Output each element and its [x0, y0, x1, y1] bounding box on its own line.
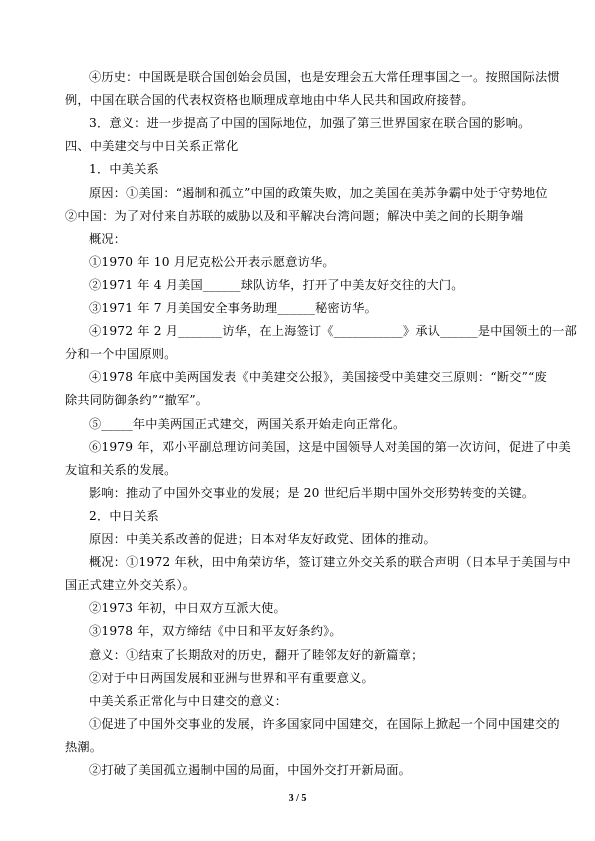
text-line: 分和一个中国原则。 — [65, 347, 177, 362]
page-number: 3 / 5 — [288, 793, 307, 805]
text-line: ②打破了美国孤立遏制中国的局面，中国外交打开新局面。 — [89, 763, 412, 777]
text-line: 3．意义：进一步提高了中国的国际地位，加强了第三世界国家在联合国的影响。 — [89, 116, 531, 131]
section-heading: 四、中美建交与中日关系正常化 — [65, 139, 239, 154]
text-line: 影响：推动了中国外交事业的发展；是 20 世纪后半期中国外交形势转变的关键。 — [89, 485, 535, 500]
text-line: 例，中国在联合国的代表权资格也顺理成章地由中华人民共和国政府接替。 — [65, 93, 474, 108]
text-line: 中美关系正常化与中日建交的意义： — [89, 693, 288, 708]
text-line: ④历史：中国既是联合国创始会员国，也是安理会五大常任理事国之一。按照国际法惯 — [89, 70, 560, 84]
text-line: 除共同防御条约”“撤军”。 — [65, 393, 209, 408]
text-line: ③1971 年 7 月美国安全事务助理______秘密访华。 — [89, 301, 377, 315]
text-line: 原因：中美关系改善的促进；日本对华友好政党、团体的推动。 — [89, 532, 436, 546]
text-line: ⑥1979 年，邓小平副总理访问美国，这是中国领导人对美国的第一次访问，促进了中美 — [89, 439, 571, 454]
text-line: ①促进了中国外交事业的发展，许多国家同中国建交，在国际上掀起一个同中国建交的 — [89, 716, 560, 731]
subsection-heading: 1．中美关系 — [89, 162, 159, 177]
text-line: ③1978 年，双方缔结《中日和平友好条约》。 — [89, 624, 342, 639]
text-line: 概况：①1972 年秋，田中角荣访华，签订建立外交关系的联合声明（日本早于美国与中 — [89, 555, 571, 570]
text-line: 概况： — [89, 231, 127, 246]
text-line: ④1978 年底中美两国发表《中美建交公报》，美国接受中美建交三原则：“断交”“废 — [89, 370, 547, 385]
text-line: ②1973 年初，中日双方互派大使。 — [89, 601, 286, 616]
text-line: 热潮。 — [65, 739, 103, 754]
text-line: 国正式建立外交关系）。 — [65, 578, 196, 593]
text-line: ⑤_____年中美两国正式建交，两国关系开始走向正常化。 — [89, 416, 406, 431]
text-line: ②对于中日两国发展和亚洲与世界和平有重要意义。 — [89, 670, 374, 685]
text-line: 原因：①美国：“遏制和孤立”中国的政策失败，加之美国在美苏争霸中处于守势地位 — [89, 185, 548, 200]
text-line: ①1970 年 10 月尼克松公开表示愿意访华。 — [89, 254, 335, 269]
text-line: ④1972 年 2 月_______访华，在上海签订《___________》承认______是中国领土的一部 — [89, 324, 577, 339]
text-line: ②1971 年 4 月美国______球队访华，打开了中美友好交往的大门。 — [89, 277, 464, 292]
subsection-heading: 2．中日关系 — [89, 508, 159, 523]
text-line: ②中国：为了对付来自苏联的威胁以及和平解决台湾问题；解决中美之间的长期争端 — [65, 208, 524, 223]
text-line: 友谊和关系的发展。 — [65, 462, 177, 477]
text-line: 意义：①结束了长期敌对的历史，翻开了睦邻友好的新篇章； — [89, 647, 424, 662]
